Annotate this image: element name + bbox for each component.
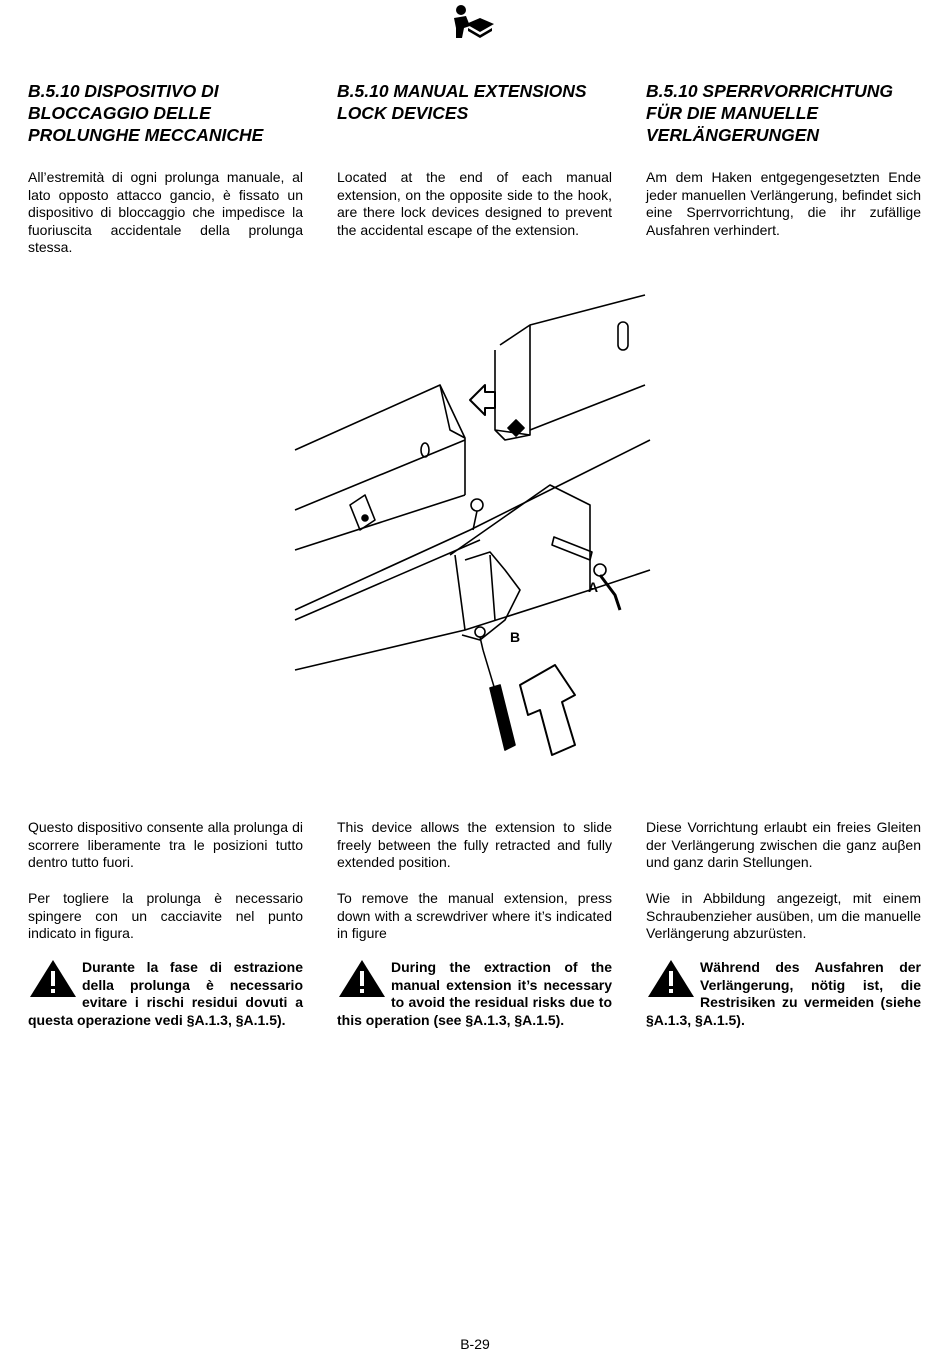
page-number: B-29	[460, 1336, 490, 1352]
intro-text-de: Am dem Haken entgegengesetzten Ende jeder manuellen Verlängerung, befindet sich eine Sperrvorrichtung, die ihr zufällige Ausfahren verhindert.	[646, 169, 921, 238]
warning-triangle-icon	[28, 959, 78, 999]
intro-text-en: Located at the end of each manual extension, on the opposite side to the hook, are there lock devices designed to prevent the accidental escape of the extension.	[337, 169, 612, 238]
removal-text-it: Per togliere la prolunga è necessario spingere con un cacciavite nel punto indicato in figura.	[28, 890, 303, 941]
intro-text-it: All’estremità di ogni prolunga manuale, al lato opposto attacco gancio, è fissato un dispositivo di bloccaggio che impedisce la fuoriuscita accidentale della prolunga stessa.	[28, 169, 303, 255]
section-title-it: B.5.10 DISPOSITIVO DI BLOCCAGGIO DELLE PROLUNGHE MECCANICHE	[28, 81, 264, 145]
description-text-de: Diese Vorrichtung erlaubt ein freies Gleiten der Verlängerung zwischen die ganz auβen und ganz darin Stellungen.	[646, 819, 921, 870]
removal-text-de: Wie in Abbildung angezeigt, mit einem Schraubenzieher ausüben, um die manuelle Verlängerung abzurüsten.	[646, 890, 921, 941]
warning-triangle-icon	[646, 959, 696, 999]
warning-text-en: During the extraction of the manual extension it’s necessary to avoid the residual risks due to this operation (see §A.1.3, §A.1.5).	[337, 959, 612, 1028]
warning-triangle-icon	[337, 959, 387, 999]
warning-text-de: Während des Ausfahren der Verlängerung, nötig ist, die Restrisiken zu vermeiden (siehe §A.1.3, §A.1.5).	[646, 959, 921, 1028]
removal-text-en: To remove the manual extension, press down with a screwdriver where it’s indicated in figure	[337, 890, 612, 941]
warning-block-en	[337, 959, 612, 1029]
section-title-de: B.5.10 SPERRVORRICHTUNG FÜR DIE MANUELLE VERLÄNGERUNGEN	[646, 81, 893, 145]
warning-block-de	[646, 959, 921, 1029]
manual-reader-icon	[450, 4, 496, 44]
description-text-it: Questo dispositivo consente alla prolunga di scorrere liberamente tra le posizioni tutto dentro tutto fuori.	[28, 819, 303, 870]
warning-text-it: Durante la fase di estrazione della prolunga è necessario evitare i rischi residui dovuti a questa operazione vedi §A.1.3, §A.1.5).	[28, 959, 303, 1028]
label-b: B	[510, 629, 521, 645]
description-text-en: This device allows the extension to slide freely between the fully retracted and fully extended position.	[337, 819, 612, 870]
label-a: A	[588, 579, 599, 595]
section-title-en: B.5.10 MANUAL EXTENSIONS LOCK DEVICES	[337, 81, 587, 123]
warning-block-it	[28, 959, 303, 1029]
extension-lock-illustration	[290, 290, 655, 770]
